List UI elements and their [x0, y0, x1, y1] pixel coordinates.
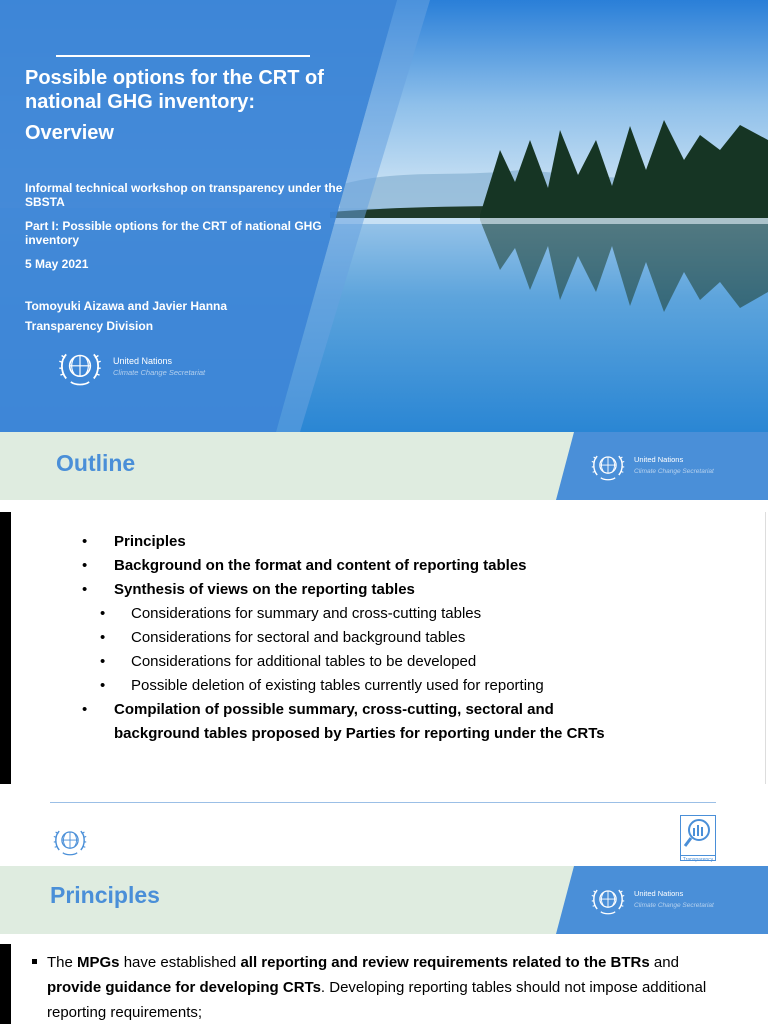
bullet: •: [82, 701, 88, 718]
bullet: •: [100, 653, 106, 670]
title-rule: [56, 55, 310, 57]
outline-subitem: [82, 674, 605, 698]
transparency-badge: [680, 815, 716, 861]
outline-item-text: background tables proposed by Parties for reporting under the CRTs: [114, 725, 605, 742]
un-emblem-icon: [55, 344, 105, 390]
outline-subitem: [82, 626, 605, 650]
square-bullet: [32, 959, 37, 964]
bullet: •: [82, 533, 88, 550]
logo-name: United Nations: [634, 889, 684, 898]
outline-item: [82, 698, 605, 722]
header-unfccc-logo: [588, 882, 714, 918]
principles-title: Principles: [50, 882, 160, 908]
outline-item-continuation: [82, 722, 605, 746]
outline-slide: [0, 432, 768, 864]
division: Transparency Division: [25, 319, 154, 333]
un-emblem-icon: [588, 448, 628, 484]
left-edge-bar: [0, 512, 11, 784]
outline-header-band: [0, 432, 768, 500]
outline-item: [82, 554, 605, 578]
right-edge-line: [765, 512, 766, 784]
un-emblem-icon: [50, 823, 90, 859]
bullet: •: [100, 605, 106, 622]
authors: Tomoyuki Aizawa and Javier Hanna: [25, 299, 228, 313]
outline-item: [82, 530, 605, 554]
footer-divider: [50, 802, 716, 803]
title-slide: [0, 0, 768, 432]
principles-header-band: [0, 866, 768, 934]
un-emblem-icon: [588, 882, 628, 918]
presentation-title: Possible options for the CRT of national GHG inventory:: [25, 67, 324, 113]
outline-subitem-text: Possible deletion of existing tables currently used for reporting: [131, 677, 544, 694]
outline-subitem: [82, 650, 605, 674]
logo-subtitle: Climate Change Secretariat: [634, 468, 714, 475]
outline-item-text: Compilation of possible summary, cross-cutting, sectoral and: [114, 701, 554, 718]
magnifier-chart-icon: [681, 816, 715, 850]
text-run-bold: MPGs: [77, 954, 120, 971]
outline-item-text: Background on the format and content of reporting tables: [114, 557, 527, 574]
outline-title: Outline: [56, 450, 136, 476]
presentation-date: 5 May 2021: [25, 257, 89, 271]
bullet: •: [82, 557, 88, 574]
text-run: The: [47, 954, 78, 971]
header-unfccc-logo: [588, 448, 714, 484]
bullet: •: [82, 581, 88, 598]
workshop-name: Informal technical workshop on transparency under the SBSTA: [25, 181, 343, 209]
logo-subtitle: Climate Change Secretariat: [113, 368, 206, 377]
outline-subitem-text: Considerations for summary and cross-cutting tables: [131, 605, 482, 622]
principle-text: [47, 950, 737, 1024]
bullet: •: [100, 629, 106, 646]
outline-subitem-text: Considerations for additional tables to be developed: [131, 653, 477, 670]
logo-subtitle: Climate Change Secretariat: [634, 902, 714, 909]
outline-item-text: Principles: [114, 533, 186, 550]
text-run: have established: [119, 954, 241, 971]
presentation-subtitle: Overview: [25, 122, 114, 144]
unfccc-logo: [55, 344, 205, 390]
logo-name: United Nations: [113, 356, 173, 366]
text-run: and: [649, 954, 679, 971]
principles-slide: [0, 864, 768, 1024]
outline-subitem-text: Considerations for sectoral and background tables: [131, 629, 466, 646]
outline-subitem: [82, 602, 605, 626]
outline-list: [82, 530, 605, 746]
bullet: •: [100, 677, 106, 694]
text-run-bold: provide guidance for developing CRTs: [47, 979, 321, 996]
text-run: . Developing reporting tables should not impose additional reporting requirements;: [47, 979, 707, 1021]
text-run-bold: all reporting and review requirements related to the BTRs: [240, 954, 650, 971]
outline-item-text: Synthesis of views on the reporting tables: [114, 581, 415, 598]
part-title: Part I: Possible options for the CRT of national GHG inventory: [25, 219, 322, 247]
logo-name: United Nations: [634, 455, 684, 464]
transparency-label: Transparency: [682, 857, 714, 863]
outline-item: [82, 578, 605, 602]
left-edge-bar: [0, 944, 11, 1024]
